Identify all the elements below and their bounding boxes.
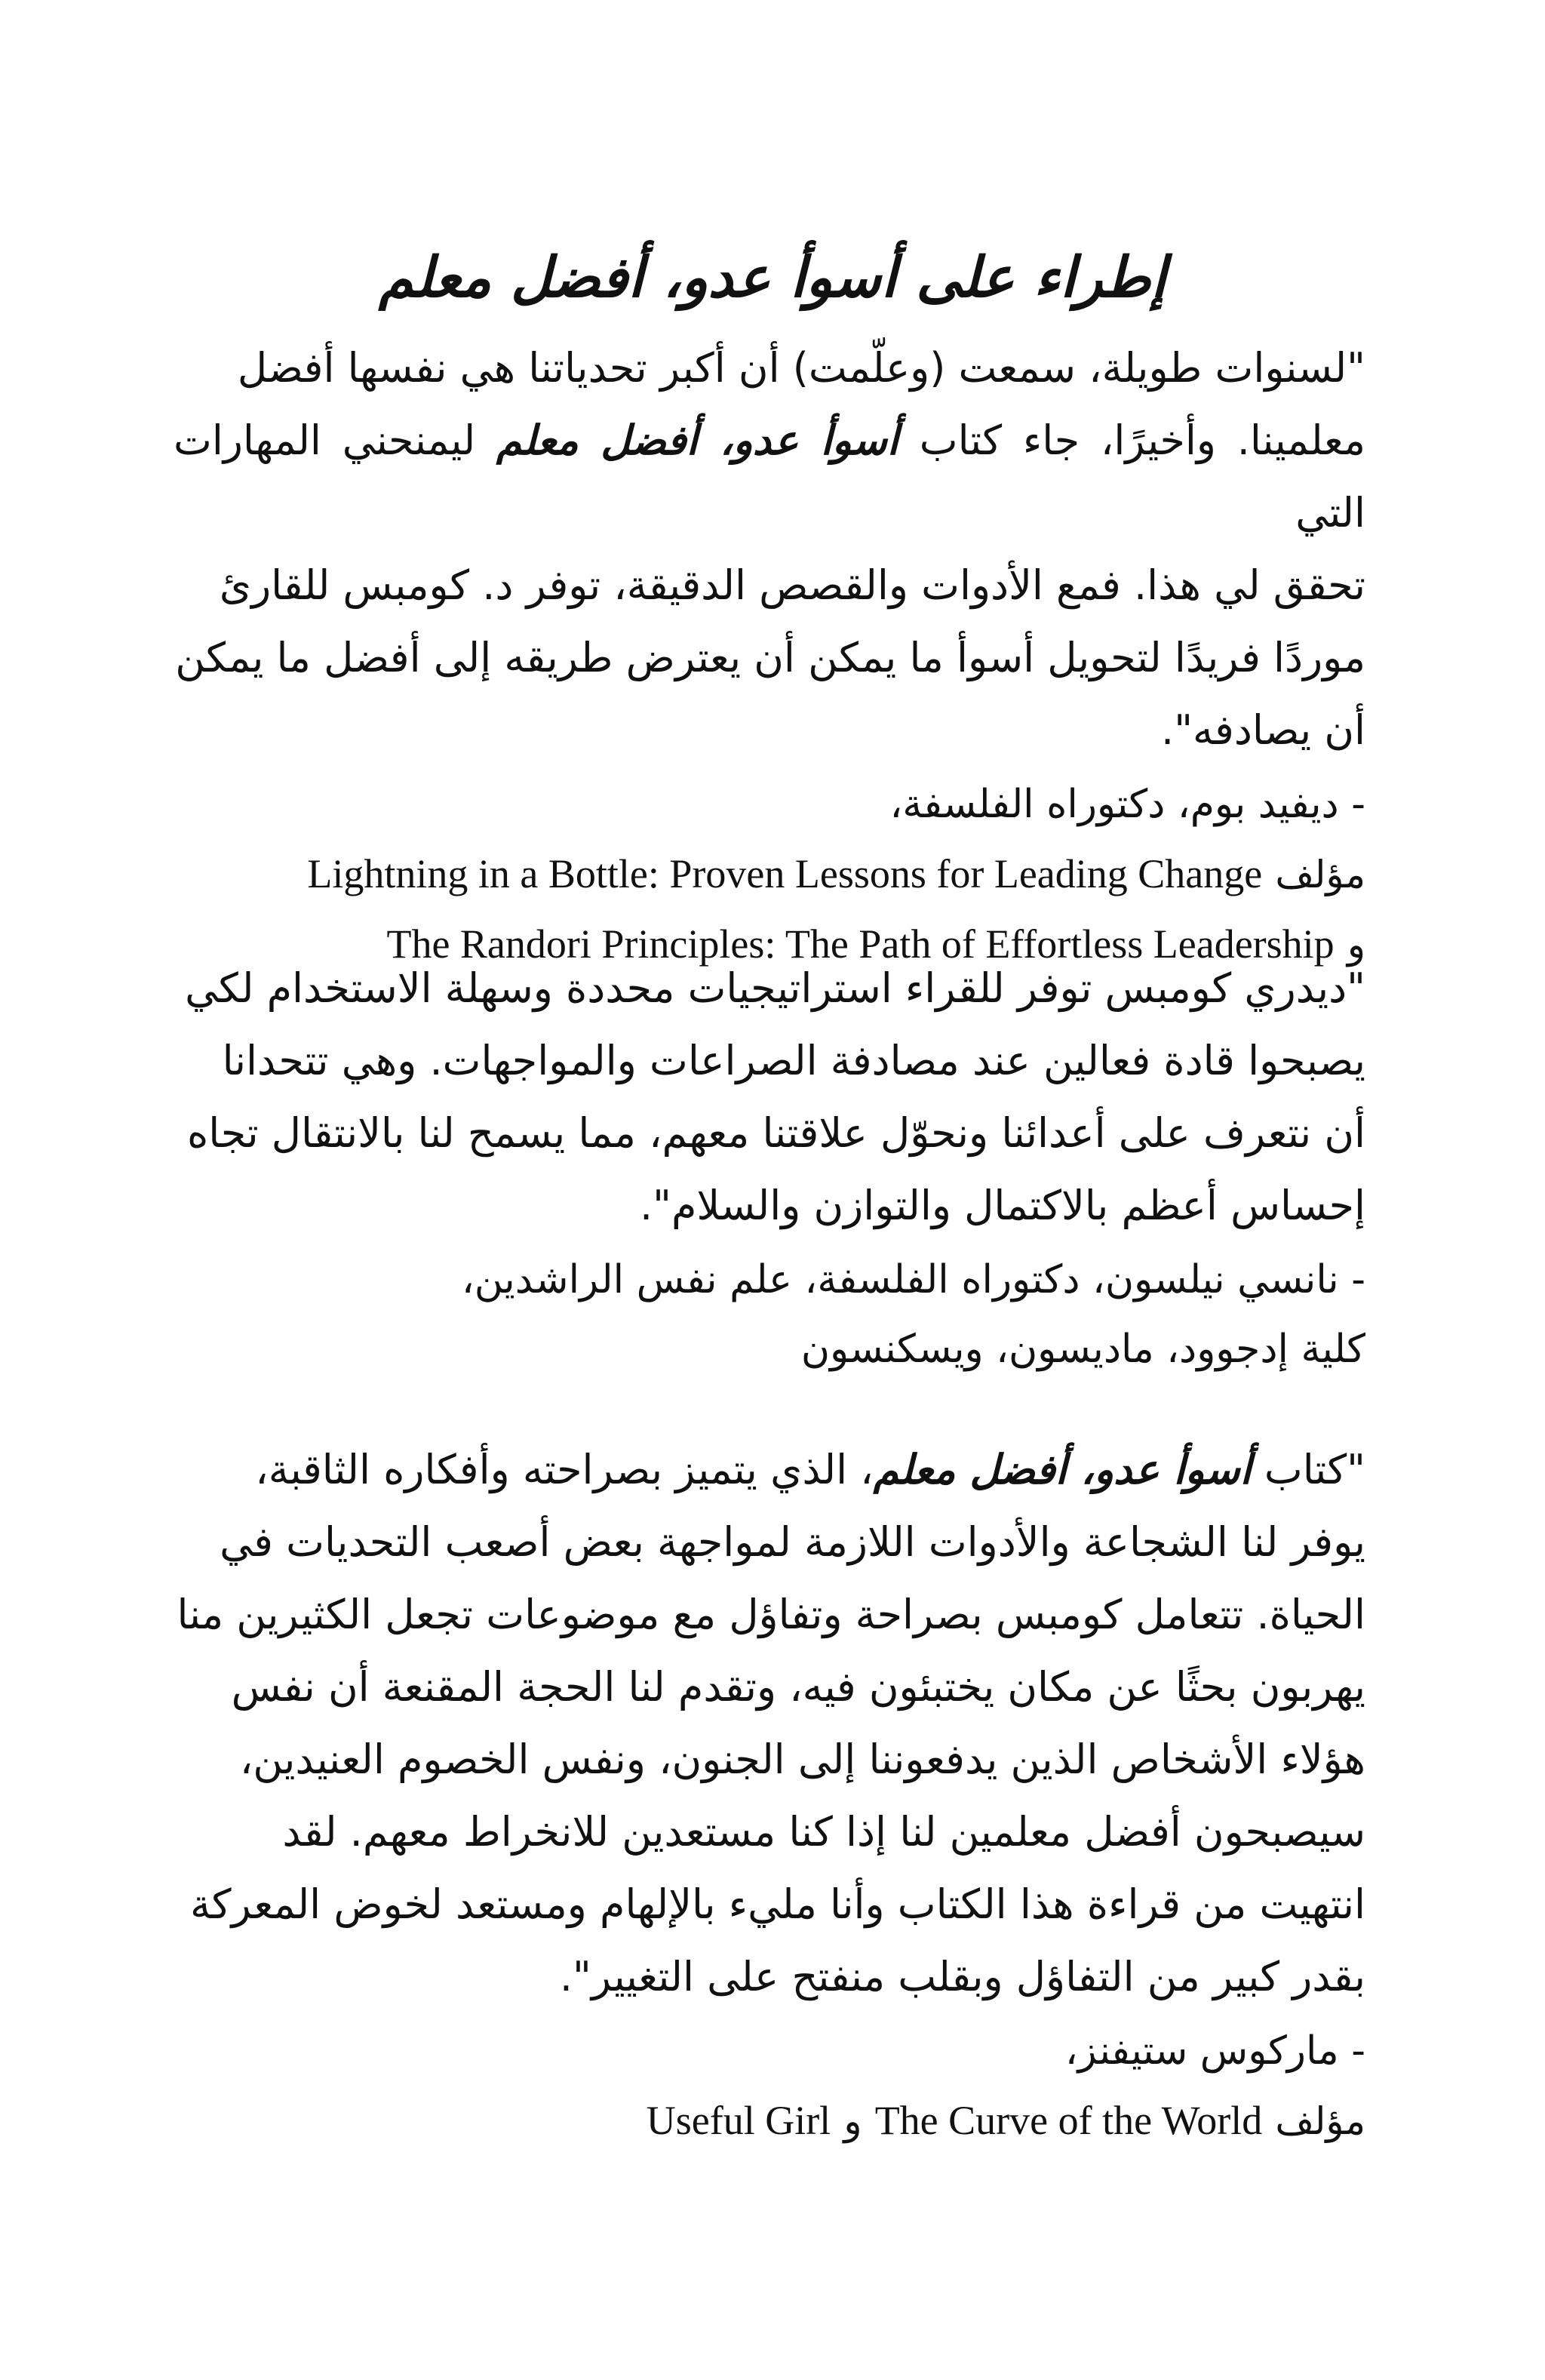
quote-line: الحياة. تتعامل كومبس بصراحة وتفاؤل مع موضوعات تجعل الكثيرين منا [177, 1591, 1365, 1638]
quote-line: يصبحوا قادة فعالين عند مصادفة الصراعات والمواجهات. وهي تتحدانا [222, 1037, 1365, 1084]
quote-line: "ديدري كومبس توفر للقراء استراتيجيات محددة وسهلة الاستخدام لكي [185, 964, 1365, 1012]
testimonial-1 [174, 332, 1365, 979]
author-of-label: مؤلف [1275, 2099, 1365, 2143]
quote-line: إحساس أعظم بالاكتمال والتوازن والسلام". [639, 1182, 1365, 1229]
attribution: - نانسي نيلسون، دكتوراه الفلسفة، علم نفس الراشدين، [461, 1257, 1365, 1302]
book-title-inline: أسوأ عدو، أفضل معلم [496, 417, 898, 464]
page-title: إطراء على أسوأ عدو، أفضل معلم [379, 245, 1166, 310]
quote-line: أن يصادفه". [1161, 706, 1365, 754]
quote-line: أن نتعرف على أعدائنا ونحوّل علاقتنا معهم، مما يسمح لنا بالانتقال تجاه [186, 1109, 1365, 1157]
book-title-english: Lightning in a Bottle: Proven Lessons for Leading Change [307, 851, 1263, 896]
quote-line: انتهيت من قراءة هذا الكتاب وأنا مليء بالإلهام ومستعد لخوض المعركة [189, 1880, 1365, 1928]
and-label: و [1347, 923, 1365, 967]
quote-text: ، الذي يتميز بصراحته وأفكاره الثاقبة، [255, 1446, 874, 1493]
quote-line [174, 1434, 1365, 1506]
author-books-line [174, 2086, 1365, 2156]
quote-line: سيصبحون أفضل معلمين لنا إذا كنا مستعدين للانخراط معهم. لقد [282, 1808, 1365, 1856]
and-label: و [843, 2099, 862, 2143]
quote-line: بقدر كبير من التفاؤل وبقلب منفتح على التغيير". [559, 1953, 1365, 2000]
testimonial-2 [174, 952, 1365, 1384]
book-title-english: Useful Girl [646, 2098, 831, 2143]
author-books-line [174, 839, 1365, 909]
author-of-label: مؤلف [1275, 853, 1365, 896]
quote-line: تحقق لي هذا. فمع الأدوات والقصص الدقيقة، توفر د. كومبس للقارئ [219, 561, 1365, 609]
attribution: - ماركوس ستيفنز، [1064, 2028, 1365, 2074]
quote-text: ليمنحني المهارات التي [174, 417, 1365, 537]
book-title-english: The Curve of the World [874, 2098, 1263, 2143]
book-title-inline: أسوأ عدو، أفضل معلم [873, 1446, 1252, 1493]
quote-line: هؤلاء الأشخاص الذين يدفعوننا إلى الجنون، ونفس الخصوم العنيدين، [239, 1736, 1365, 1783]
attribution: - ديفيد بوم، دكتوراه الفلسفة، [889, 782, 1365, 827]
quote-line: يوفر لنا الشجاعة والأدوات اللازمة لمواجهة بعض أصعب التحديات في [220, 1518, 1365, 1566]
quote-line: يهربون بحثًا عن مكان يختبئون فيه، وتقدم لنا الحجة المقنعة أن نفس [231, 1663, 1365, 1711]
book-title-english: The Randori Principles: The Path of Effortless Leadership [386, 921, 1335, 967]
quote-line: موردًا فريدًا لتحويل أسوأ ما يمكن أن يعترض طريقه إلى أفضل ما يمكن [175, 634, 1365, 681]
testimonial-3 [174, 1434, 1365, 2156]
quote-text: معلمينا. وأخيرًا، جاء كتاب [919, 417, 1366, 464]
quote-line [174, 404, 1365, 549]
quote-line: "لسنوات طويلة، سمعت (وعلّمت) أن أكبر تحدياتنا هي نفسها أفضل [237, 344, 1365, 392]
attribution-affiliation: كلية إدجوود، ماديسون، ويسكنسون [800, 1327, 1365, 1372]
quote-text: "كتاب [1264, 1446, 1365, 1493]
